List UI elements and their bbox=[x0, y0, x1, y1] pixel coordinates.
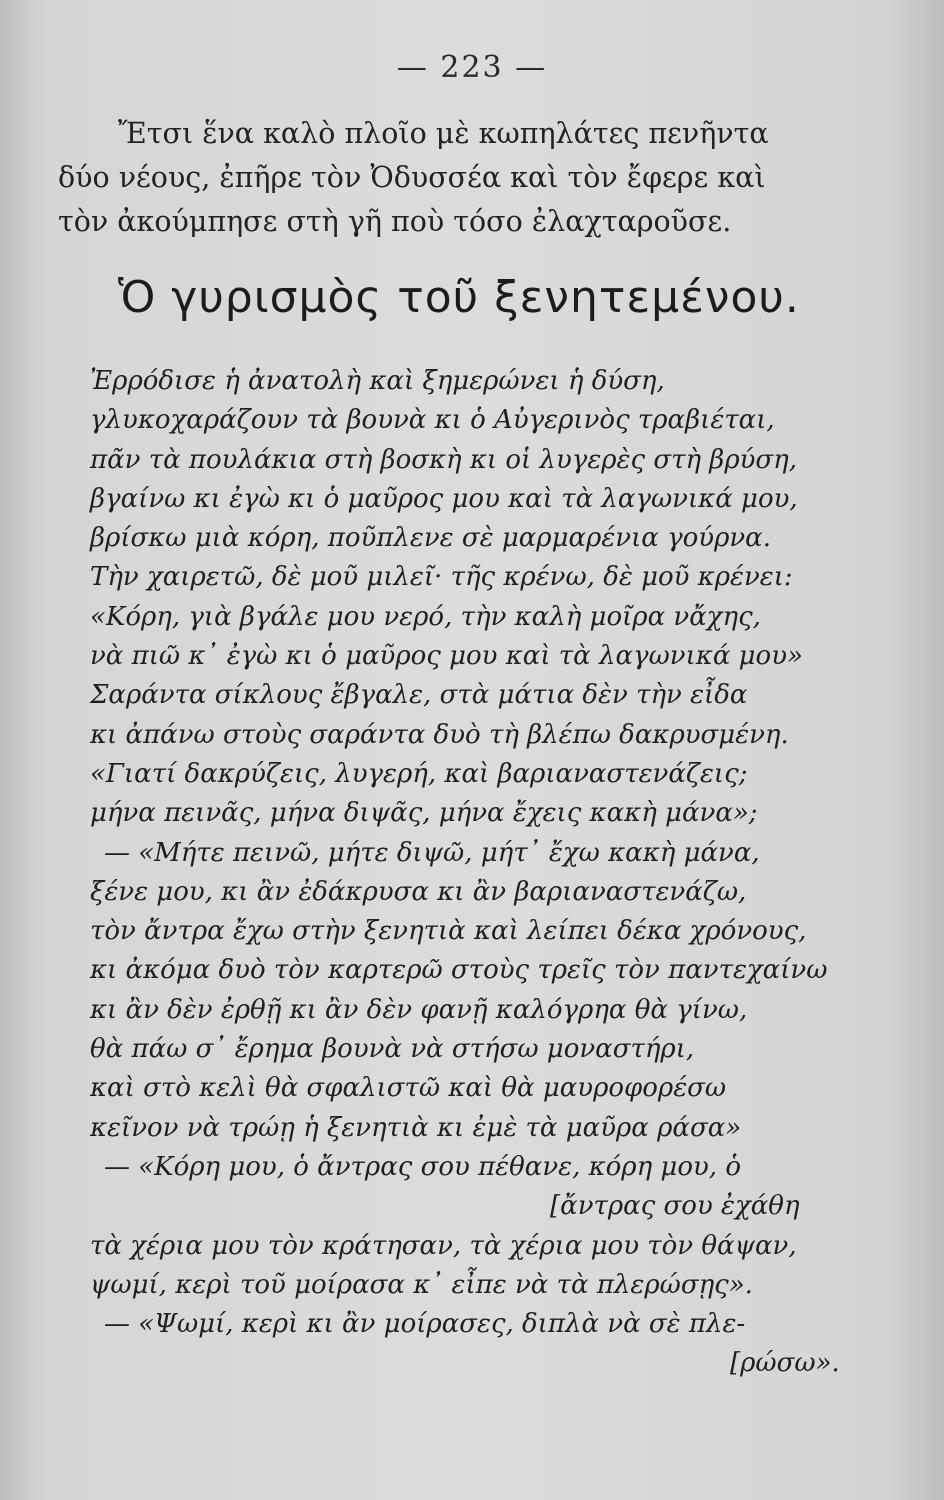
intro-line: Ἔτσι ἕνα καλὸ πλοῖο μὲ κωπηλάτες πενῆντα bbox=[118, 117, 769, 150]
poem-line: βρίσκω μιὰ κόρη, ποῦπλενε σὲ μαρμαρένια γούρνα. bbox=[90, 523, 772, 554]
poem-line: — «Μήτε πεινῶ, μήτε διψῶ, μήτ᾽ ἔχω κακὴ μάνα, bbox=[104, 837, 760, 868]
section-title: Ὁ γυρισμὸς τοῦ ξενητεμένου. bbox=[118, 272, 800, 323]
poem-line: θὰ πάω σ᾽ ἔρημα βουνὰ νὰ στήσω μοναστήρι, bbox=[90, 1034, 695, 1065]
page-number: — 223 — bbox=[396, 50, 548, 85]
poem-line: ξένε μου, κι ἂν ἐδάκρυσα κι ἂν βαριαναστενάζω, bbox=[90, 876, 747, 907]
intro-paragraph bbox=[58, 112, 858, 244]
poem-line: — «Ψωμί, κερὶ κι ἂν μοίρασες, διπλὰ νὰ σὲ πλε- bbox=[104, 1309, 746, 1340]
poem bbox=[90, 362, 850, 1384]
poem-line: βγαίνω κι ἐγὼ κι ὁ μαῦρος μου καὶ τὰ λαγωνικά μου, bbox=[90, 483, 798, 514]
intro-line: δύο νέους, ἐπῆρε τὸν Ὀδυσσέα καὶ τὸν ἔφερε καὶ bbox=[58, 161, 766, 194]
poem-line: γλυκοχαράζουν τὰ βουνὰ κι ὁ Αὐγερινὸς τραβιέται, bbox=[90, 405, 775, 436]
poem-line: Ἐρρόδισε ἡ ἀνατολὴ καὶ ξημερώνει ἡ δύση, bbox=[90, 366, 665, 396]
poem-line: κι ἀκόμα δυὸ τὸν καρτερῶ στοὺς τρεῖς τὸν παντεχαίνω bbox=[90, 955, 828, 986]
poem-line: Σαράντα σίκλους ἔβγαλε, στὰ μάτια δὲν τὴν εἶδα bbox=[90, 680, 748, 711]
poem-line: ψωμί, κερὶ τοῦ μοίρασα κ᾽ εἶπε νὰ τὰ πλερώσῃς». bbox=[90, 1269, 753, 1300]
intro-line: τὸν ἀκούμπησε στὴ γῆ ποὺ τόσο ἐλαχταροῦσε. bbox=[58, 205, 732, 238]
poem-line: καὶ στὸ κελὶ θὰ σφαλιστῶ καὶ θὰ μαυροφορέσω bbox=[90, 1073, 727, 1104]
poem-line: «Κόρη, γιὰ βγάλε μου νερό, τὴν καλὴ μοῖρα νἄχης, bbox=[90, 601, 761, 632]
poem-line: πᾶν τὰ πουλάκια στὴ βοσκὴ κι οἱ λυγερὲς στὴ βρύση, bbox=[90, 444, 798, 475]
poem-line: κεῖνον νὰ τρώῃ ἡ ξενητιὰ κι ἐμὲ τὰ μαῦρα ράσα» bbox=[90, 1112, 742, 1143]
poem-line: — «Κόρη μου, ὁ ἄντρας σου πέθανε, κόρη μου, ὁ bbox=[104, 1151, 741, 1182]
poem-line: τὰ χέρια μου τὸν κράτησαν, τὰ χέρια μου τὸν θάψαν, bbox=[90, 1230, 797, 1261]
poem-line: νὰ πιῶ κ᾽ ἐγὼ κι ὁ μαῦρος μου καὶ τὰ λαγωνικά μου» bbox=[90, 641, 803, 672]
poem-line: Τὴν χαιρετῶ, δὲ μοῦ μιλεῖ· τῆς κρένω, δὲ μοῦ κρένει: bbox=[90, 562, 793, 593]
poem-line-continuation: [ρώσω». bbox=[730, 1348, 840, 1379]
poem-line: κι ἀπάνω στοὺς σαράντα δυὸ τὴ βλέπω δακρυσμένη. bbox=[90, 719, 789, 750]
poem-line: τὸν ἄντρα ἔχω στὴν ξενητιὰ καὶ λείπει δέκα χρόνους, bbox=[90, 916, 807, 947]
poem-line: μήνα πεινᾶς, μήνα διψᾶς, μήνα ἔχεις κακὴ μάνα»; bbox=[90, 798, 758, 829]
poem-line: κι ἂν δὲν ἐρθῇ κι ἂν δὲν φανῇ καλόγρηα θὰ γίνω, bbox=[90, 994, 748, 1025]
poem-line: «Γιατί δακρύζεις, λυγερή, καὶ βαριαναστενάζεις; bbox=[90, 758, 748, 789]
poem-line-continuation: [ἄντρας σου ἐχάθη bbox=[550, 1191, 800, 1222]
